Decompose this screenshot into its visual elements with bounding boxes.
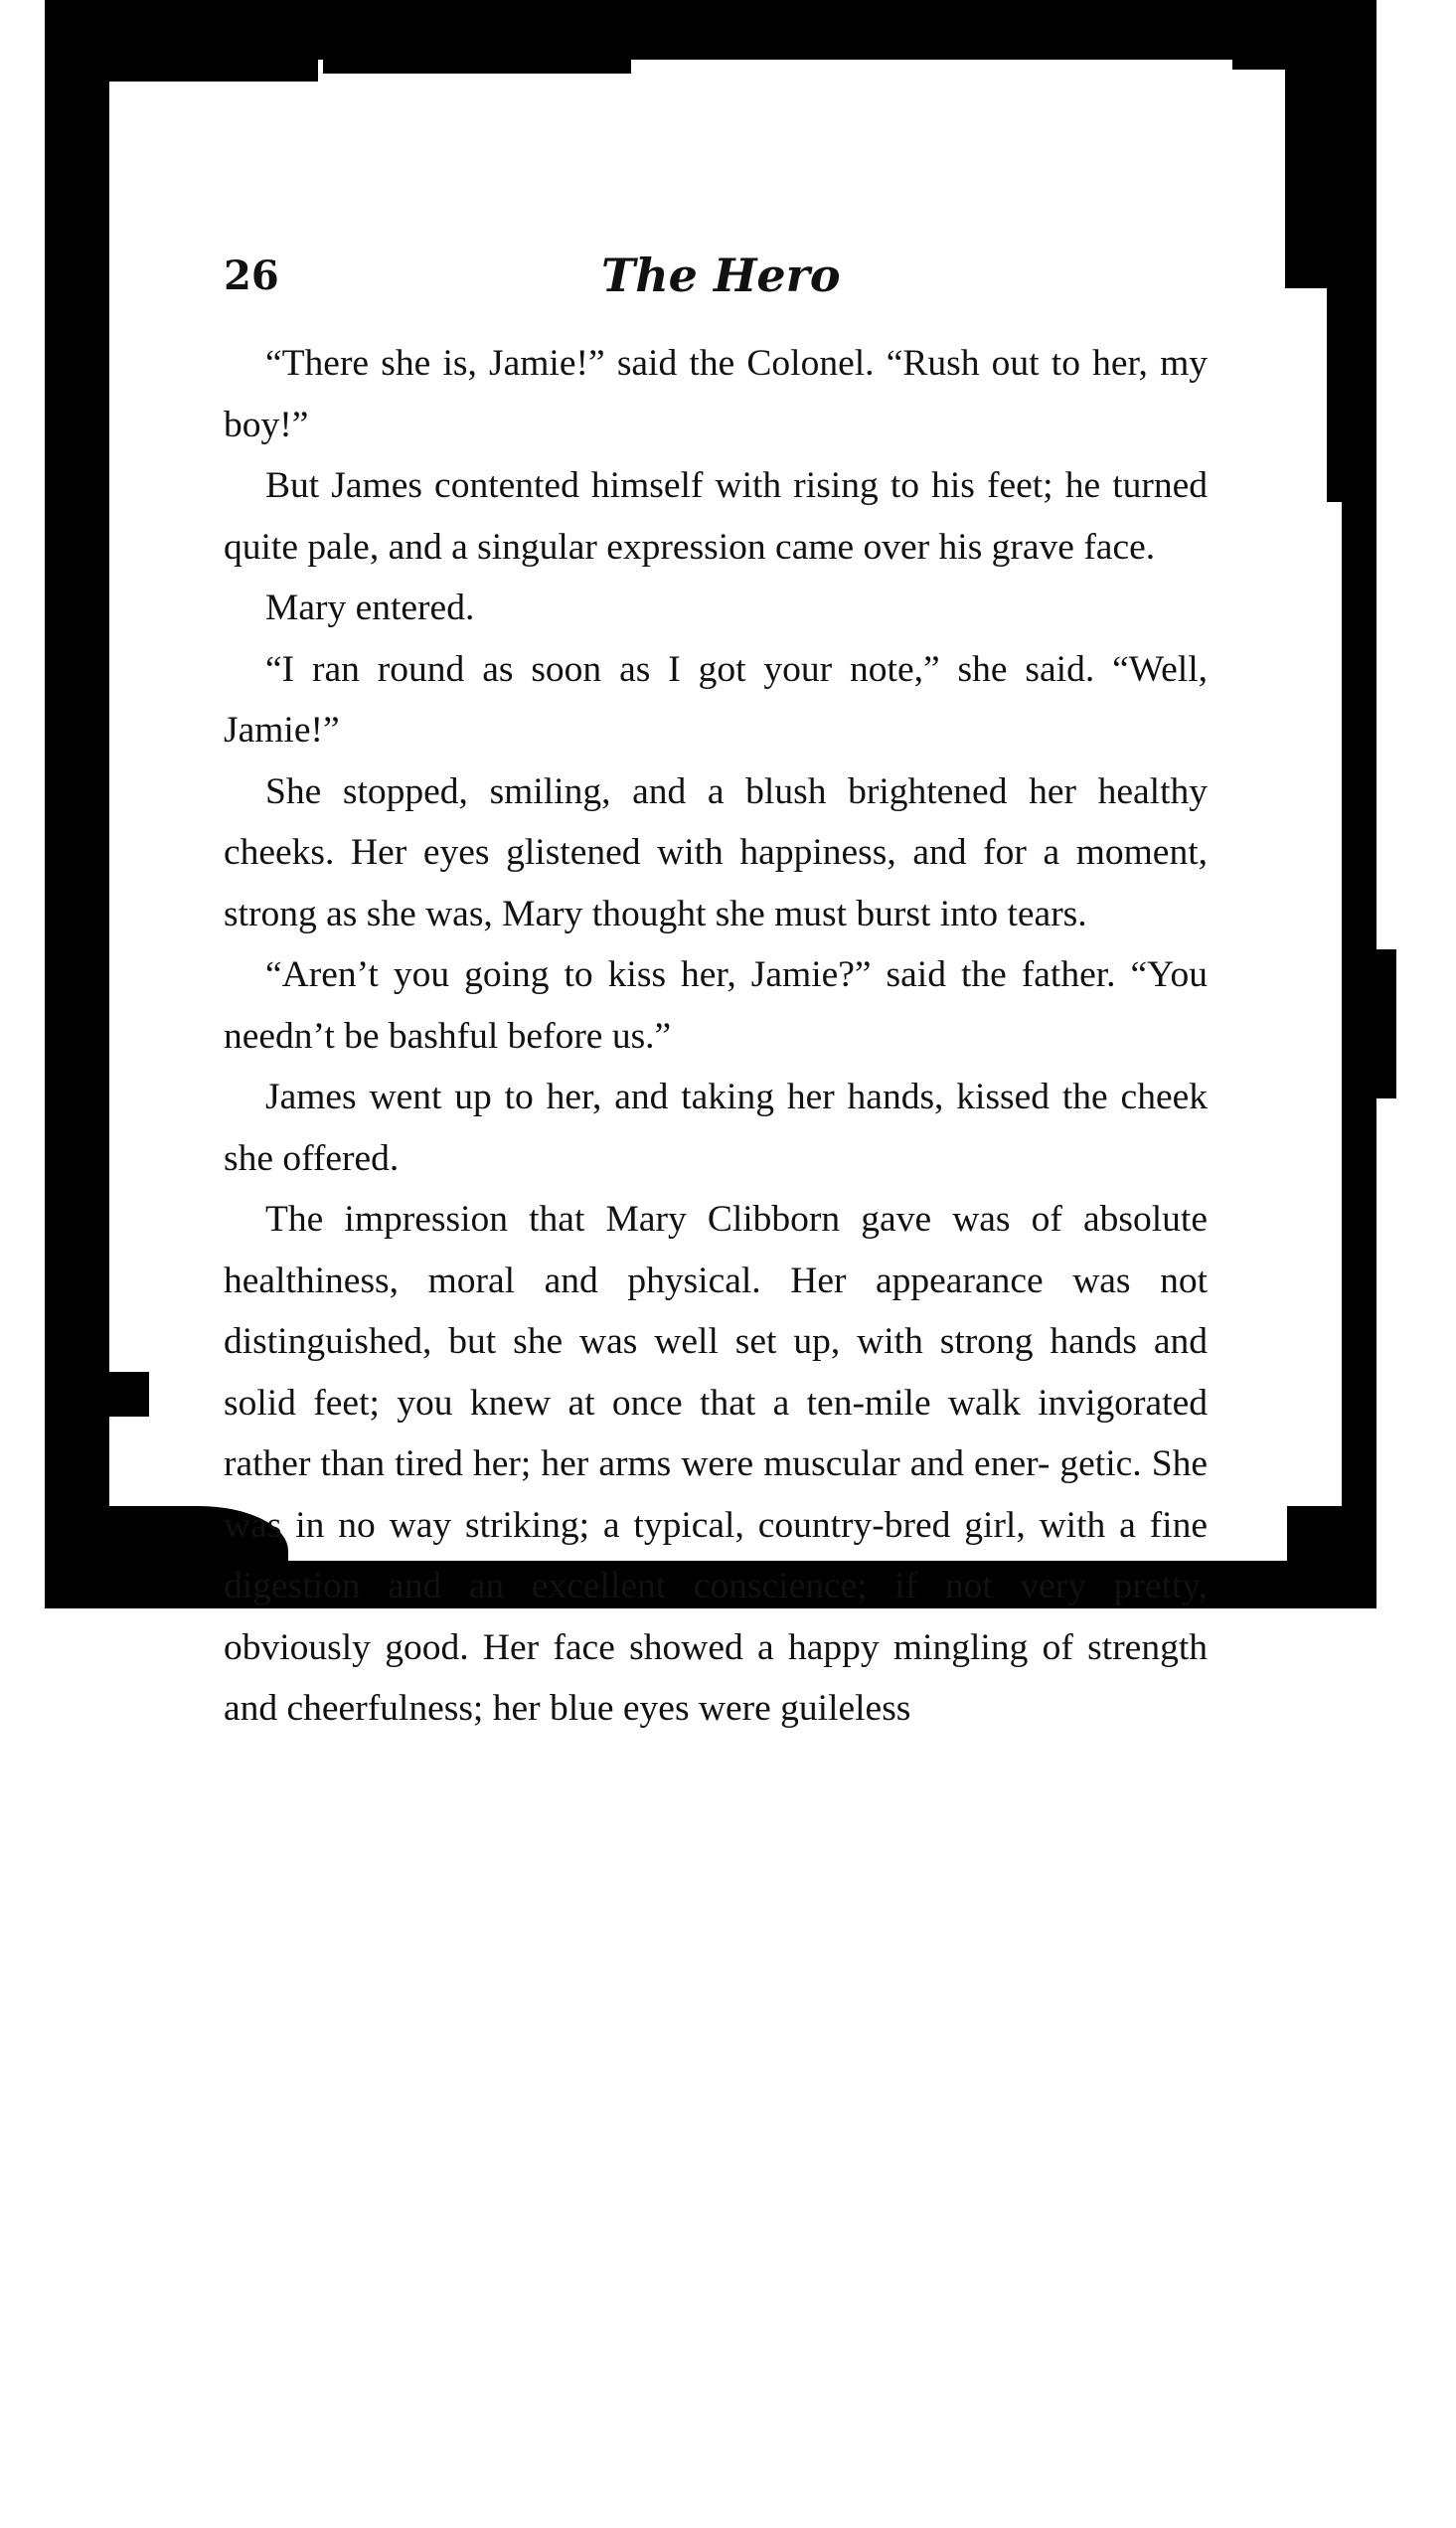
scan-edge-artifact: [1347, 1392, 1357, 1561]
scan-edge-artifact: [323, 60, 631, 74]
scan-edge-artifact: [109, 60, 318, 82]
scan-edge-artifact: [109, 1372, 149, 1417]
paragraph: James went up to her, and taking her hands, kissed the cheek she offered.: [224, 1077, 1208, 1179]
running-title: The Hero: [601, 249, 841, 302]
paragraph: Mary entered.: [265, 588, 475, 628]
paragraph: “I ran round as soon as I got your note,” she said. “Well, Jamie!”: [224, 648, 1208, 751]
page-number: 26: [224, 253, 279, 299]
paragraph: The impression that Mary Clibborn gave was of absolute healthiness, moral and physical. Her appearance was not distinguished, but she was well set up, with strong hands and solid feet; you knew at once that a ten-mile walk invigorated rather than tired her; her arms were muscular and ener- getic. She was in no way striking; a typical, country-bred girl, with a fine digestion and an excellent conscience; if not very pretty, obviously good. Her face showed a happy mingling of strength and cheerfulness; her blue eyes were guileless: [224, 1199, 1208, 1729]
scan-edge-artifact: [1285, 60, 1345, 288]
scan-edge-artifact: [1327, 288, 1347, 502]
scan-edge-artifact: [1355, 949, 1396, 1098]
paragraph: But James contented himself with rising to his feet; he turned quite pale, and a singular expression came over his grave face.: [224, 465, 1208, 568]
scan-edge-artifact: [1232, 60, 1345, 70]
scan-edge-artifact: [1287, 1506, 1347, 1561]
page-header: [224, 249, 1208, 308]
paragraph: “Aren’t you going to kiss her, Jamie?” said the father. “You needn’t be bashful before us.”: [224, 954, 1208, 1057]
paragraph: “There she is, Jamie!” said the Colonel. “Rush out to her, my boy!”: [224, 343, 1208, 445]
paragraph: She stopped, smiling, and a blush brightened her healthy cheeks. Her eyes glistened with happiness, and for a moment, strong as she was, Mary thought she must burst into tears.: [224, 770, 1208, 934]
body-text: [224, 333, 1208, 1740]
